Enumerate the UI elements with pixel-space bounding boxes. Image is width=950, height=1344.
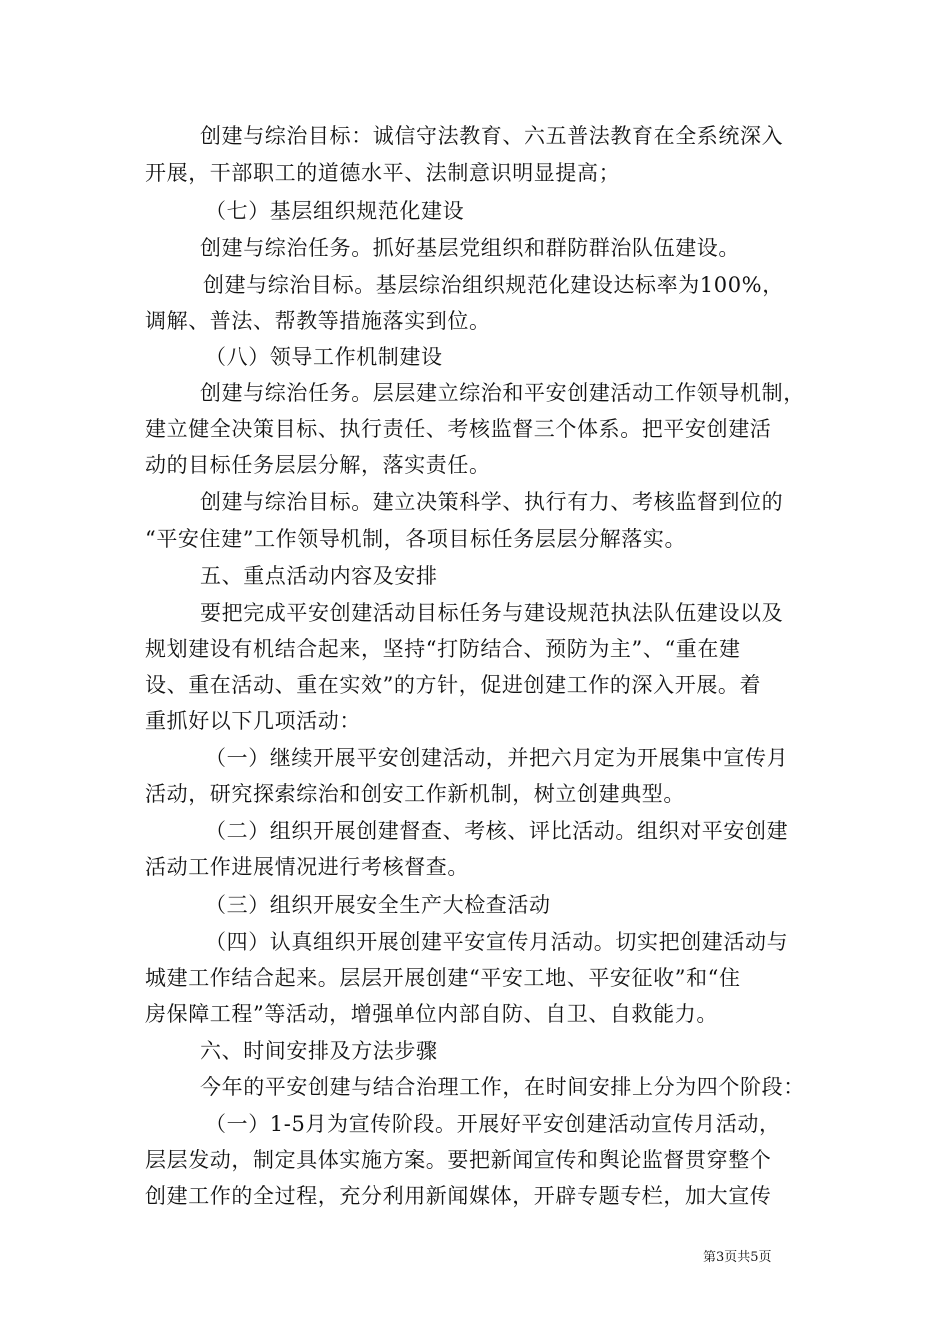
page-number-footer: 第3页共5页 — [703, 1250, 772, 1265]
text-line: 建立健全决策目标、执行责任、考核监督三个体系。把平安创建活 — [145, 417, 772, 441]
text-line: 创建与综治任务。抓好基层党组织和群防群治队伍建设。 — [200, 236, 740, 260]
text-line: 规划建设有机结合起来，坚持“打防结合、预防为主”、“重在建 — [145, 637, 741, 661]
text-line: （四）认真组织开展创建平安宣传月活动。切实把创建活动与 — [205, 930, 789, 954]
text-line: “平安住建”工作领导机制，各项目标任务层层分解落实。 — [145, 527, 687, 551]
text-line: 创建与综治任务。层层建立综治和平安创建活动工作领导机制， — [200, 381, 805, 405]
text-line: 创建与综治目标。建立决策科学、执行有力、考核监督到位的 — [200, 490, 784, 514]
text-line: （一）1-5月为宣传阶段。开展好平安创建活动宣传月活动， — [205, 1112, 781, 1136]
text-line: 要把完成平安创建活动目标任务与建设规范执法队伍建设以及 — [200, 601, 784, 625]
text-line: 房保障工程”等活动，增强单位内部自防、自卫、自救能力。 — [145, 1002, 718, 1026]
text-line: 城建工作结合起来。层层开展创建“平安工地、平安征收”和“住 — [145, 966, 741, 990]
text-line: 动的目标任务层层分解，落实责任。 — [145, 453, 491, 477]
text-line: 活动，研究探索综治和创安工作新机制，树立创建典型。 — [145, 782, 685, 806]
text-line: 设、重在活动、重在实效”的方针，促进创建工作的深入开展。着 — [145, 673, 762, 697]
text-line: 创建与综治目标。基层综治组织规范化建设达标率为100%， — [203, 273, 784, 297]
text-line: 开展，干部职工的道德水平、法制意识明显提高； — [145, 161, 621, 185]
text-line: （二）组织开展创建督查、考核、评比活动。组织对平安创建 — [205, 819, 789, 843]
text-line: 创建工作的全过程，充分利用新闻媒体，开辟专题专栏，加大宣传 — [145, 1184, 772, 1208]
text-line: 层层发动，制定具体实施方案。要把新闻宣传和舆论监督贯穿整个 — [145, 1148, 772, 1172]
text-line: 创建与综治目标：诚信守法教育、六五普法教育在全系统深入 — [200, 124, 784, 148]
section-heading: （七）基层组织规范化建设 — [205, 199, 465, 223]
text-line: 活动工作进展情况进行考核督查。 — [145, 855, 469, 879]
text-line: 重抓好以下几项活动： — [145, 709, 361, 733]
section-heading: 六、时间安排及方法步骤 — [200, 1039, 438, 1063]
text-line: 调解、普法、帮教等措施落实到位。 — [145, 309, 491, 333]
text-line: 今年的平安创建与结合治理工作，在时间安排上分为四个阶段： — [200, 1075, 805, 1099]
section-heading: （八）领导工作机制建设 — [205, 345, 443, 369]
section-heading: 五、重点活动内容及安排 — [200, 564, 438, 588]
text-line: （三）组织开展安全生产大检查活动 — [205, 893, 551, 917]
text-line: （一）继续开展平安创建活动，并把六月定为开展集中宣传月 — [205, 746, 789, 770]
